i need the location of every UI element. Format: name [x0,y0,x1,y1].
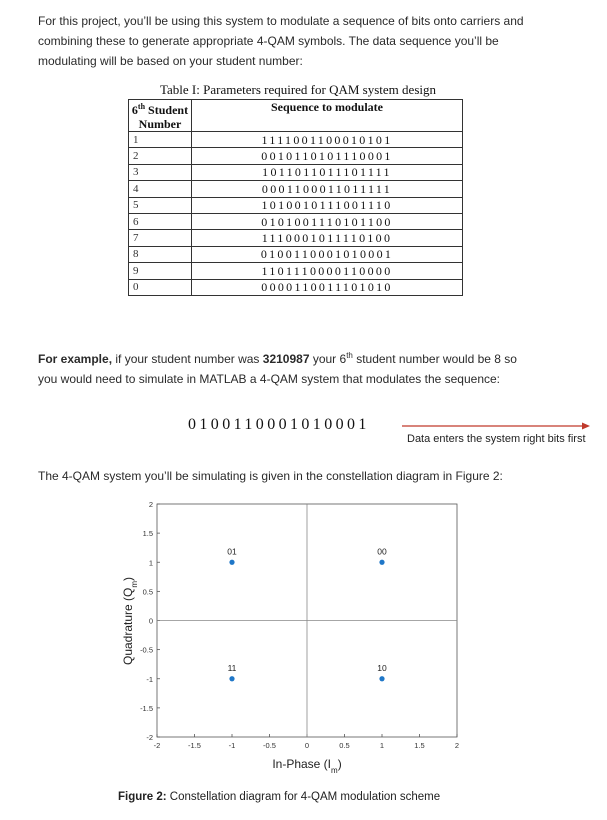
row-sequence: 0000110011101010 [192,279,463,295]
x-ticks [154,734,459,750]
figure-caption [118,791,440,803]
row-sequence: 0100110001010001 [192,246,463,262]
axis-crosshair [157,504,457,737]
table-caption: Table I: Parameters required for QAM system design [160,82,436,97]
row-student-digit: 1 [129,132,192,148]
row-sequence: 1111001100010101 [192,132,463,148]
intro-line-1: For this project, you’ll be using this system to modulate a sequence of bits onto carriers and [38,14,524,28]
constellation-intro: The 4-QAM system you’ll be simulating is given in the constellation diagram in Figure 2: [38,469,503,483]
y-tick-label: -2 [146,733,153,742]
y-tick-label: 2 [148,500,153,509]
point-label: 00 [377,546,387,557]
example-student-number: 3210987 [262,352,310,366]
arrow-note: Data enters the system right bits first [407,433,586,445]
row-sequence: 1010010111001110 [192,197,463,213]
row-student-digit: 3 [129,164,192,180]
x-axis-label: In-Phase $(I_m)$ [272,757,342,775]
y-tick-label: 0.5 [142,587,153,597]
data-flow-arrow-head [582,423,590,430]
row-sequence: 1101110000110000 [192,263,463,279]
header-th-sup: th [137,102,146,111]
row-student-digit: 7 [129,230,192,246]
x-tick-label: -2 [153,741,161,750]
example-sequence: 0100110001010001 [188,416,370,433]
header-student: Student [145,103,189,117]
row-sequence: 0001100011011111 [192,181,463,197]
y-tick-label: 1.5 [142,529,153,539]
figure-caption-text: Constellation diagram for 4-QAM modulation scheme [166,791,441,803]
row-student-digit: 6 [129,213,192,229]
example-text-b: your 6 [309,352,347,366]
point-label: 10 [377,662,387,673]
row-student-digit: 5 [129,197,192,213]
constellation-point [229,560,234,565]
figure-caption-label: Figure 2: [118,791,167,803]
x-tick-label: 0 [304,741,310,750]
constellation-point [379,676,384,681]
intro-line-2: combining these to generate appropriate 4-QAM symbols. The data sequence you’ll be [38,34,499,48]
header-number: Number [138,117,182,131]
row-student-digit: 8 [129,246,192,262]
x-tick-label: 1 [379,741,385,750]
row-student-digit: 4 [129,181,192,197]
point-label: 11 [227,662,237,673]
y-axis-label: Quadrature $(Q_m)$ [121,576,139,666]
x-tick-label: -1 [228,741,236,750]
example-line-2: you would need to simulate in MATLAB a 4-QAM system that modulates the sequence: [38,372,501,386]
row-student-digit: 0 [129,279,192,295]
row-sequence: 1110001011110100 [192,230,463,246]
row-sequence: 1011011011101111 [192,164,463,180]
x-tick-label: 1.5 [414,741,425,750]
point-label: 01 [227,546,237,557]
x-tick-label: 2 [454,741,460,750]
row-sequence: 0010110101110001 [192,148,463,164]
row-student-digit: 2 [129,148,192,164]
row-sequence: 0101001110101100 [192,213,463,229]
example-sup: th [346,351,353,360]
x-tick-label: -1.5 [188,741,201,750]
constellation-point [229,676,234,681]
x-tick-label: 0.5 [339,741,350,750]
y-tick-label: 0 [148,616,153,626]
y-tick-label: -0.5 [140,645,153,655]
constellation-point [379,560,384,565]
constellation-chart [110,496,480,781]
header-sequence: Sequence to modulate [192,100,463,132]
header-six: 6 [131,103,138,117]
y-tick-label: -1.5 [140,703,153,713]
y-tick-label: 1 [148,558,153,568]
example-text-c: student number would be 8 so [352,352,517,366]
x-tick-label: -0.5 [263,741,276,750]
y-tick-label: -1 [146,674,153,684]
example-text-a: if your student number was [112,352,263,366]
example-bold-lead: For example, [38,352,113,366]
intro-line-3: modulating will be based on your student number: [38,54,303,68]
row-student-digit: 9 [129,263,192,279]
